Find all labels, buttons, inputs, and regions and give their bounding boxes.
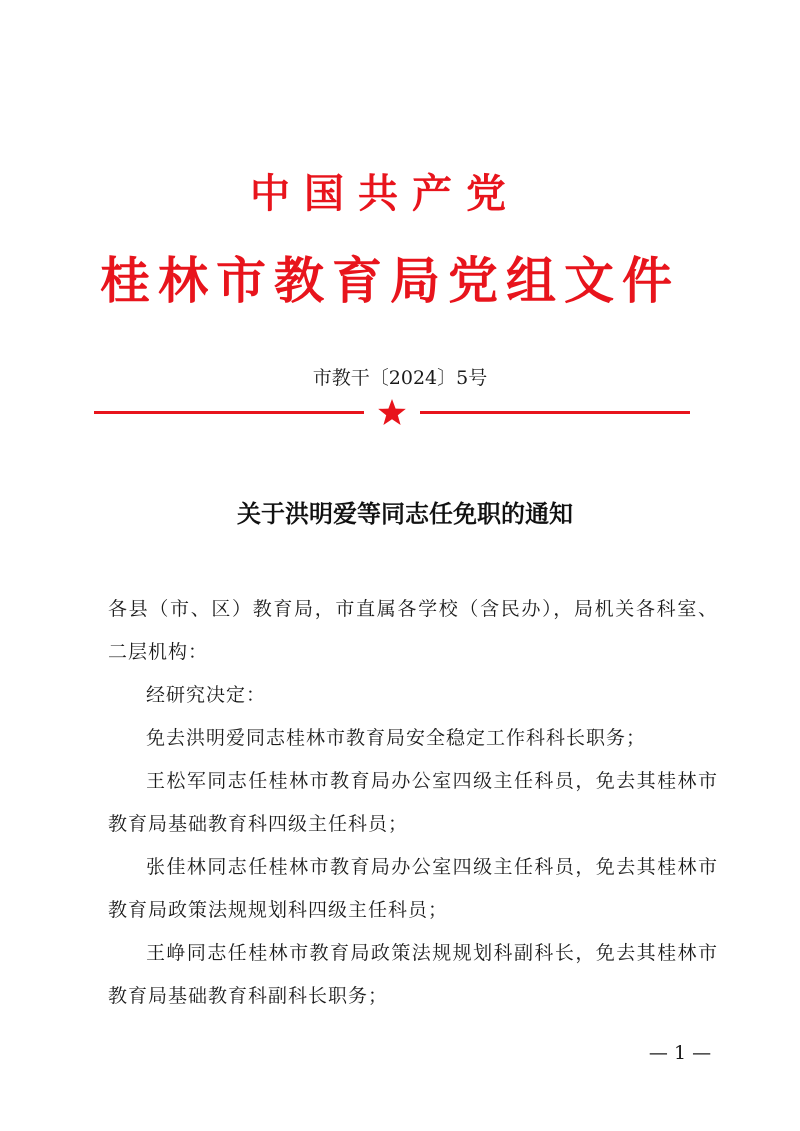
body-paragraph: 经研究决定：: [146, 684, 267, 706]
red-rule-right: [420, 411, 690, 414]
document-body: [108, 588, 718, 1018]
body-paragraph: 张佳林同志任桂林市教育局办公室四级主任科员，免去其桂林市教育局政策法规规划科四级主任科员；: [108, 856, 718, 921]
body-paragraph: 免去洪明爱同志桂林市教育局安全稳定工作科科长职务；: [146, 727, 647, 749]
addressee-paragraph: 各县（市、区）教育局，市直属各学校（含民办），局机关各科室、二层机构：: [108, 598, 718, 663]
document-title: 关于洪明爱等同志任免职的通知: [237, 499, 573, 528]
issuer-line-1: 中国共产党: [250, 171, 520, 217]
issuer-line-2: 桂林市教育局党组文件: [100, 252, 680, 310]
document-number: 市教干〔2024〕5号: [312, 367, 488, 389]
star-icon: [377, 398, 407, 426]
red-rule-left: [94, 411, 364, 414]
body-paragraph: 王峥同志任桂林市教育局政策法规规划科副科长，免去其桂林市教育局基础教育科副科长职务；: [108, 942, 718, 1007]
page-number: — 1 —: [648, 1042, 712, 1064]
body-paragraph: 王松军同志任桂林市教育局办公室四级主任科员，免去其桂林市教育局基础教育科四级主任科员；: [108, 770, 718, 835]
